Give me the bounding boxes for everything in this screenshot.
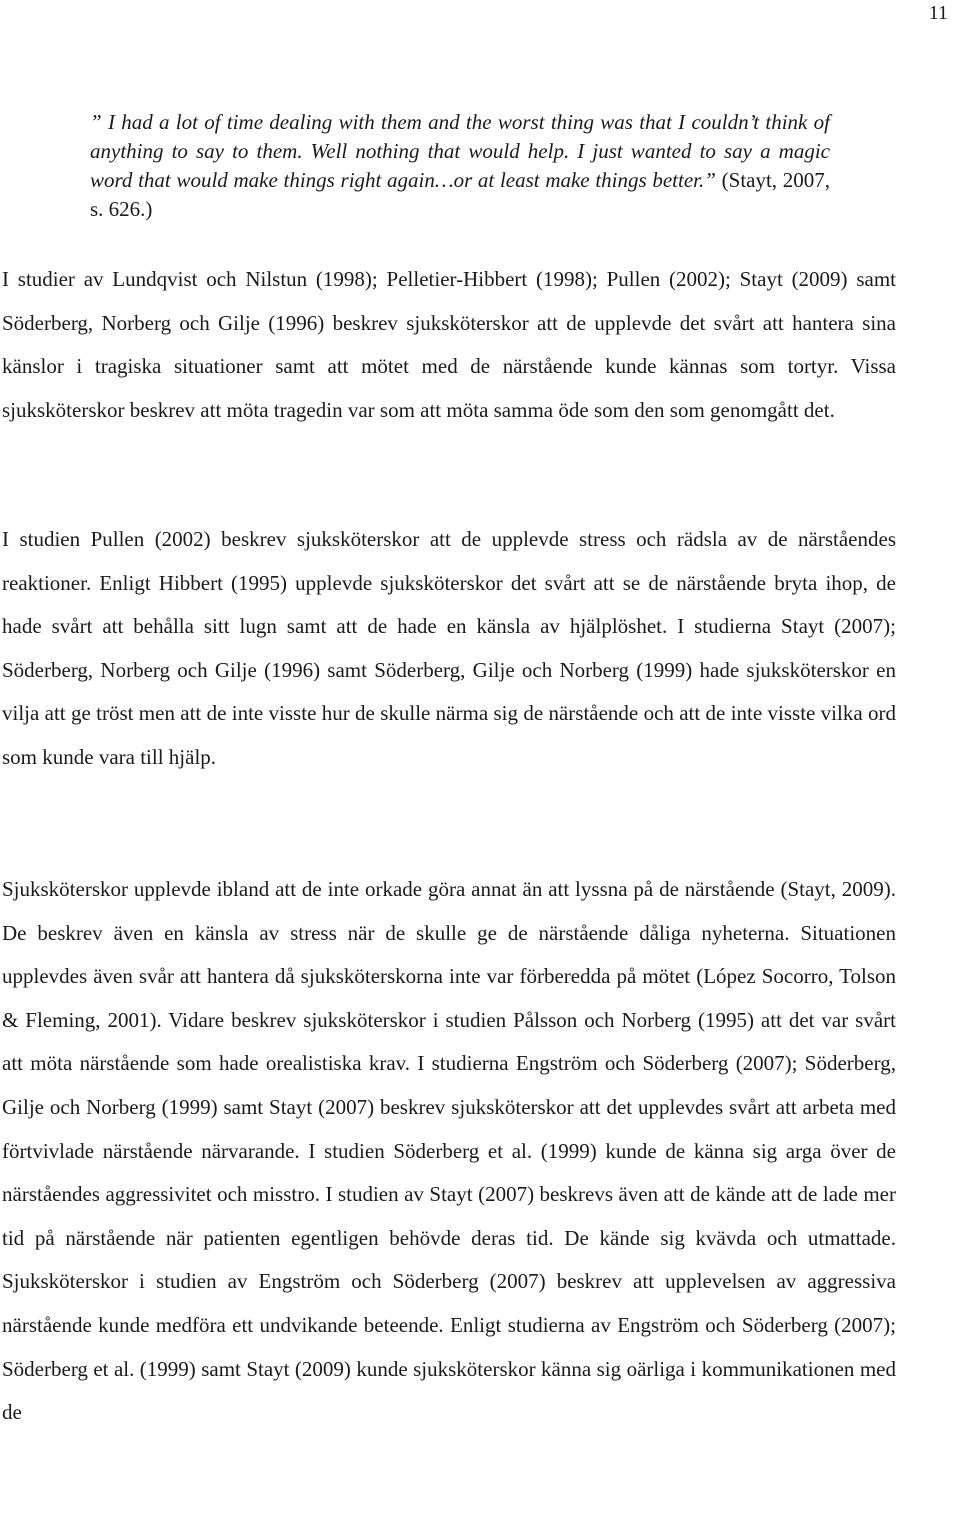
body-paragraph-2: I studien Pullen (2002) beskrev sjuksköterskor att de upplevde stress och rädsla av de närståendes reaktioner. Enligt Hibbert (1995) upplevde sjuksköterskor det svårt att se de närstående bryta ihop, de hade svårt att behålla sitt lugn samt att de hade en känsla av hjälplöshet. I studierna Stayt (2007); Söderberg, Norberg och Gilje (1996) samt Söderberg, Gilje och Norberg (1999) hade sjuksköterskor en vilja att ge tröst men att de inte visste hur de skulle närma sig de närstående och att de inte visste vilka ord som kunde vara till hjälp.	[2, 527, 896, 769]
body-paragraph-1: I studier av Lundqvist och Nilstun (1998); Pelletier-Hibbert (1998); Pullen (2002); Stayt (2009) samt Söderberg, Norberg och Gilje (1996) beskrev sjuksköterskor att de upplevde det svårt att hantera sina känslor i tragiska situationer samt att mötet med de närstående kunde kännas som tortyr. Vissa sjuksköterskor beskrev att möta tragedin var som att möta samma öde som den som genomgått det.	[2, 267, 896, 422]
quote-text: ” I had a lot of time dealing with them and the worst thing was that I couldn’t think of anything to say to them. Well nothing that would help. I just wanted to say a magic word that would make things right again…or at least make things better.”	[90, 110, 830, 192]
body-paragraph-3: Sjuksköterskor upplevde ibland att de inte orkade göra annat än att lyssna på de närstående (Stayt, 2009). De beskrev även en känsla av stress när de skulle ge de närstående dåliga nyheterna. Situationen upplevdes även svår att hantera då sjuksköterskorna inte var förberedda på mötet (López Socorro, Tolson & Fleming, 2001). Vidare beskrev sjuksköterskor i studien Pålsson och Norberg (1995) att det var svårt att möta närstående som hade orealistiska krav. I studierna Engström och Söderberg (2007); Söderberg, Gilje och Norberg (1999) samt Stayt (2007) beskrev sjuksköterskor att det upplevdes svårt att arbeta med förtvivlade närstående närvarande. I studien Söderberg et al. (1999) kunde de känna sig arga över de närståendes aggressivitet och misstro. I studien av Stayt (2007) beskrevs även att de kände att de lade mer tid på närstående när patienten egentligen behövde deras tid. De kände sig kvävda och utmattade. Sjuksköterskor i studien av Engström och Söderberg (2007) beskrev att upplevelsen av aggressiva närstående kunde medföra ett undvikande beteende. Enligt studierna av Engström och Söderberg (2007); Söderberg et al. (1999) samt Stayt (2009) kunde sjuksköterskor känna sig oärliga i kommunikationen med de	[2, 877, 896, 1425]
quote-citation: (Stayt, 2007, s. 626.)	[90, 168, 830, 221]
block-quote	[90, 108, 830, 224]
page-number: 11	[928, 2, 948, 24]
